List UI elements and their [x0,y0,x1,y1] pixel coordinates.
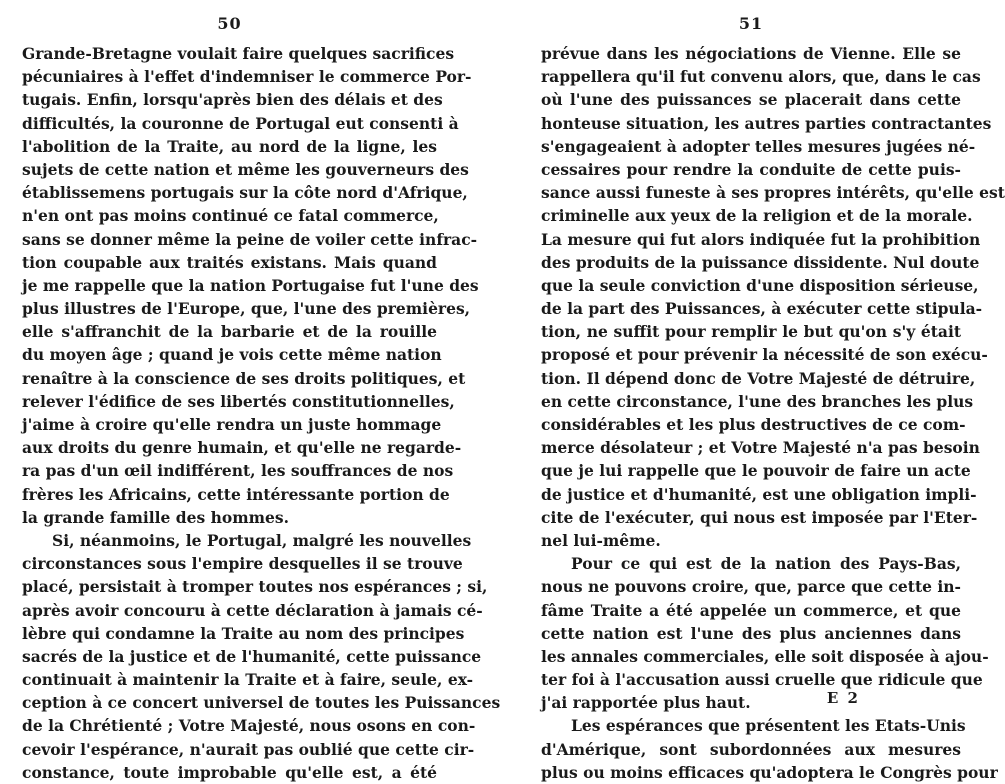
text-line: ter foi à l'accusation aussi cruelle que ridicule que [541,670,983,690]
text-line: cette nation est l'une des plus anciennes dans [541,623,961,643]
text-line: que la seule conviction d'une disposition sérieuse, [541,275,979,295]
text-line: La mesure qui fut alors indiquée fut la prohibition [541,229,981,249]
text-line: cite de l'exécuter, qui nous est imposée par l'Eter- [541,507,978,527]
text-line: constance, toute improbable qu'elle est, a été [22,762,437,782]
text-line: j'aime à croire qu'elle rendra un juste hommage [22,415,442,434]
text-line: s'engageaient à adopter telles mesures jugées né- [541,136,976,156]
text-line: de justice et d'humanité, est une obligation impli- [541,484,977,504]
text-line: n'en ont pas moins continué ce fatal commerce, [22,206,439,226]
text-line: relever l'édifice de ses libertés constitutionnelles, [22,391,455,411]
text-line: Grande-Bretagne voulait faire quelques sacrifices [22,44,455,63]
left-page-text [22,42,501,784]
text-line: de la part des Puissances, à exécuter cette stipula- [541,299,983,319]
text-line: sujets de cette nation et même les gouverneurs des [22,159,469,179]
text-line: lèbre qui condamne la Traite au nom des principes [22,623,465,643]
page-number-right: 51 [738,14,764,33]
text-line: sans se donner même la peine de voiler cette infrac- [22,229,478,249]
text-line: Pour ce qui est de la nation des Pays-Bas, [571,554,961,574]
text-line: sance aussi funeste à ses propres intérêts, qu'elle est [541,183,1005,203]
text-line: nous ne pouvons croire, que, parce que cette in- [541,577,961,597]
text-line: frères les Africains, cette intéressante portion de [22,484,450,504]
text-line: plus ou moins efficaces qu'adoptera le Congrès pour [541,762,998,782]
text-line: placé, persistait à tromper toutes nos espérances ; si, [22,577,488,597]
text-line: de la Chrétienté ; Votre Majesté, nous osons en con- [22,716,476,736]
text-line: les annales commerciales, elle soit disposée à ajou- [541,646,989,666]
text-line: sacrés de la justice et de l'humanité, cette puissance [22,646,482,666]
left-page [22,0,501,784]
text-line: la grande famille des hommes. [22,507,289,527]
page-number-left: 50 [217,14,242,33]
text-line: criminelle aux yeux de la religion et de la morale. [541,206,973,226]
text-line: tion. Il dépend donc de Votre Majesté de détruire, [541,368,976,388]
text-line: je me rappelle que la nation Portugaise fut l'une des [22,275,479,295]
text-line: ra pas d'un œil indifférent, les souffrances de nos [22,461,454,481]
text-line: cevoir l'espérance, n'aurait pas oublié que cette cir- [22,739,475,759]
text-line: circonstances sous l'empire desquelles il se trouve [22,554,463,574]
text-line: en cette circonstance, l'une des branches les plus [541,391,974,411]
text-line: prévue dans les négociations de Vienne. Elle se [541,44,961,63]
text-line: renaître à la conscience de ses droits politiques, et [22,368,466,388]
signature-mark: E 2 [826,689,860,707]
text-line: où l'une des puissances se placerait dans cette [541,90,961,110]
text-line: j'ai rapportée plus haut. [541,693,751,713]
text-line: considérables et les plus destructives de ce com- [541,415,966,434]
text-line: nel lui-même. [541,530,661,550]
text-line: du moyen âge ; quand je vois cette même nation [22,345,442,365]
text-line: des produits de la puissance dissidente. Nul doute [541,252,980,272]
text-line: Les espérances que présentent les Etats-Unis [571,716,966,736]
text-line: elle s'affranchit de la barbarie et de la rouille [22,322,437,342]
text-line: l'abolition de la Traite, au nord de la ligne, les [22,136,437,156]
text-line: rappellera qu'il fut convenu alors, que, dans le cas [541,67,981,87]
text-line: établissemens portugais sur la côte nord d'Afrique, [22,183,468,203]
text-line: après avoir concouru à cette déclaration à jamais cé- [22,600,483,620]
text-line: continuait à maintenir la Traite et à faire, seule, ex- [22,670,474,690]
text-line: que je lui rappelle que le pouvoir de faire un acte [541,461,971,481]
text-line: fâme Traite a été appelée un commerce, et que [541,600,961,620]
text-line: proposé et pour prévenir la nécessité de son exécu- [541,345,988,365]
right-page [541,0,1005,784]
text-line: tion coupable aux traités existans. Mais quand [22,252,437,272]
text-line: ception à ce concert universel de toutes les Puissances [22,693,501,713]
text-line: Si, néanmoins, le Portugal, malgré les nouvelles [52,530,472,550]
text-line: aux droits du genre humain, et qu'elle ne regarde- [22,438,462,458]
text-line: d'Amérique, sont subordonnées aux mesures [541,739,961,759]
text-line: merce désolateur ; et Votre Majesté n'a pas besoin [541,438,980,458]
text-line: tugais. Enfin, lorsqu'après bien des délais et des [22,90,443,110]
text-line: cessaires pour rendre la conduite de cette puis- [541,159,961,179]
text-line: pécuniaires à l'effet d'indemniser le commerce Por- [22,67,472,87]
text-line: honteuse situation, les autres parties contractantes [541,113,992,133]
right-page-text [541,42,1005,784]
text-line: tion, ne suffit pour remplir le but qu'on s'y était [541,322,961,342]
text-line: plus illustres de l'Europe, que, l'une des premières, [22,299,471,319]
text-line: difficultés, la couronne de Portugal eut consenti à [22,113,459,133]
